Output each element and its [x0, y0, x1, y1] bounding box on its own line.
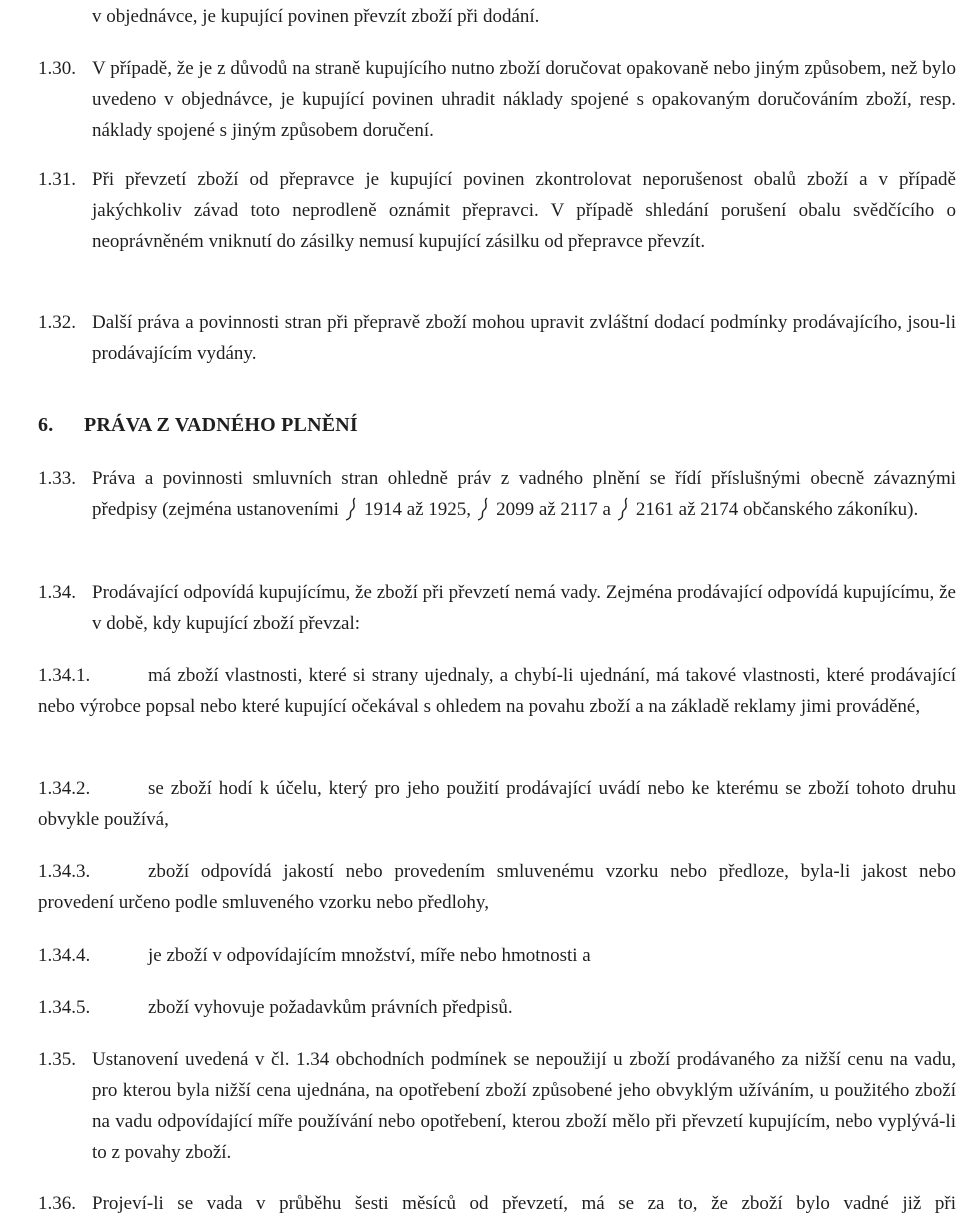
paragraph-number: 1.36.: [38, 1193, 76, 1214]
paragraph-1-34-1: [38, 660, 956, 722]
paragraph-1-30: [38, 53, 956, 146]
section-number: 6.: [38, 414, 54, 436]
paragraph-1-35: [38, 1044, 956, 1168]
text-segment: Práva a povinnosti smluvních stran ohledně práv z vadného plnění se řídí příslušnými obecně závaznými předpisy (zejména ustanoveními: [92, 468, 956, 520]
paragraph-1-34-4: [38, 940, 956, 971]
section-heading: [38, 410, 358, 441]
paragraph-text: v objednávce, je kupující povinen převzít zboží při dodání.: [92, 6, 540, 27]
section-sign-icon: [474, 497, 492, 519]
paragraph-text: zboží odpovídá jakostí nebo provedením smluvenému vzorku nebo předloze, byla-li jakost nebo provedení určeno podle smluveného vzorku nebo předlohy,: [38, 861, 956, 913]
section-sign-icon: [614, 497, 632, 519]
text-segment: 2099 až 2117 a: [496, 499, 611, 520]
paragraph-number: 1.30.: [38, 58, 76, 79]
paragraph-number: 1.34.5.: [38, 997, 91, 1018]
paragraph-number: 1.31.: [38, 169, 76, 190]
paragraph-text: Prodávající odpovídá kupujícímu, že zboží při převzetí nemá vady. Zejména prodávající odpovídá kupujícímu, že v době, kdy kupující zboží převzal:: [92, 582, 956, 634]
paragraph-text: je zboží v odpovídajícím množství, míře nebo hmotnosti a: [148, 945, 591, 966]
paragraph-1-36: [38, 1188, 956, 1219]
paragraph-number: 1.34.2.: [38, 778, 91, 799]
section-title: PRÁVA Z VADNÉHO PLNĚNÍ: [84, 414, 358, 436]
paragraph-number: 1.32.: [38, 312, 76, 333]
paragraph-1-33: [38, 463, 956, 525]
paragraph-number: 1.33.: [38, 468, 76, 489]
paragraph-number: 1.34.1.: [38, 665, 91, 686]
paragraph-1-32: [38, 307, 956, 369]
paragraph-number: 1.34.4.: [38, 945, 91, 966]
paragraph-text: se zboží hodí k účelu, který pro jeho použití prodávající uvádí nebo ke kterému se zboží tohoto druhu obvykle používá,: [38, 778, 956, 830]
paragraph-text: Další práva a povinnosti stran při přepravě zboží mohou upravit zvláštní dodací podmínky prodávajícího, jsou-li prodávajícím vydány.: [92, 312, 956, 364]
paragraph-1-34: [38, 577, 956, 639]
text-segment: 1914 až 1925,: [363, 499, 472, 520]
paragraph-number: 1.35.: [38, 1049, 76, 1070]
paragraph-text: Projeví-li se vada v průběhu šesti měsíců od převzetí, má se za to, že zboží bylo vadné již při: [92, 1193, 956, 1214]
paragraph-text: má zboží vlastnosti, které si strany ujednaly, a chybí-li ujednání, má takové vlastnosti, které prodávající nebo výrobce popsal nebo které kupující očekával s ohledem na povahu zboží a na základě reklamy jimi prováděné,: [38, 665, 956, 717]
paragraph-text: Ustanovení uvedená v čl. 1.34 obchodních podmínek se nepoužijí u zboží prodávaného za nižší cenu na vadu, pro kterou byla nižší cena ujednána, na opotřebení zboží způsobené jeho obvyklým užíváním, u použitého zboží na vadu odpovídající míře používání nebo opotřebení, kterou zboží mělo při převzetí kupujícím, nebo vyplývá-li to z povahy zboží.: [92, 1049, 956, 1163]
section-sign-icon: [342, 497, 360, 519]
paragraph-1-31: [38, 164, 956, 257]
paragraph-1-34-2: [38, 773, 956, 835]
paragraph-number: 1.34.3.: [38, 861, 91, 882]
paragraph-number: 1.34.: [38, 582, 76, 603]
paragraph-text: zboží vyhovuje požadavkům právních předpisů.: [148, 997, 513, 1018]
paragraph-1-34-5: [38, 992, 956, 1023]
paragraph-continuation: [92, 1, 956, 32]
paragraph-text: V případě, že je z důvodů na straně kupujícího nutno zboží doručovat opakovaně nebo jiným způsobem, než bylo uvedeno v objednávce, je kupující povinen uhradit náklady spojené s opakovaným doručováním zboží, resp. náklady spojené s jiným způsobem doručení.: [92, 58, 956, 141]
paragraph-text: [38, 463, 956, 525]
paragraph-1-34-3: [38, 856, 956, 918]
text-segment: 2161 až 2174 občanského zákoníku).: [635, 499, 919, 520]
paragraph-text: Při převzetí zboží od přepravce je kupující povinen zkontrolovat neporušenost obalů zboží a v případě jakýchkoliv závad toto neprodleně oznámit přepravci. V případě shledání porušení obalu svědčícího o neoprávněném vniknutí do zásilky nemusí kupující zásilku od přepravce převzít.: [92, 169, 956, 252]
